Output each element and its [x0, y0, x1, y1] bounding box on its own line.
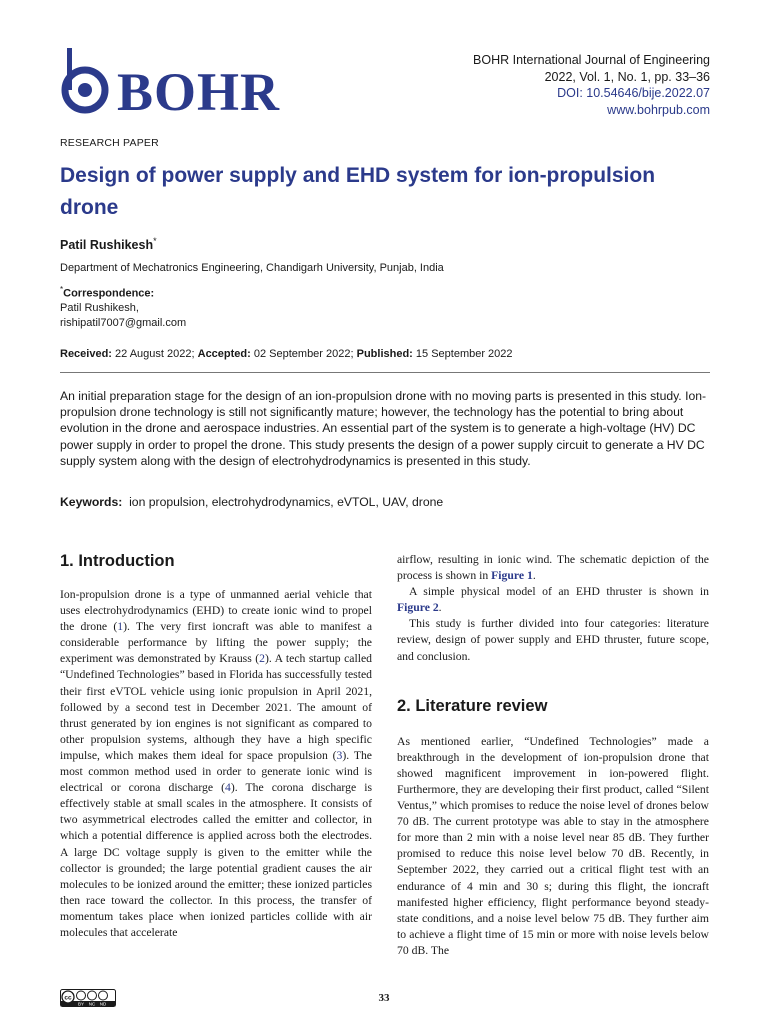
fig2-text: A simple physical model of an EHD thruster is shown in [409, 585, 709, 599]
author-name [60, 236, 157, 252]
published-date: 15 September 2022 [412, 348, 513, 360]
cc-text: cc [64, 994, 72, 1002]
correspondence-label: Correspondence: [63, 287, 155, 300]
author-mark: * [153, 236, 157, 246]
correspondence-name: Patil Rushikesh, [60, 302, 139, 315]
received-date: 22 August 2022; [111, 348, 198, 360]
section-heading-literature-review: 2. Literature review [397, 696, 548, 715]
keywords-list: ion propulsion, electrohydrodynamics, eVTOL, UAV, drone [129, 495, 444, 509]
received-label: Received: [60, 348, 112, 360]
intro-text-1: Ion-propulsion drone is a type of unmanned aerial vehicle that uses electrohydrodynamics (EHD) to create ionic wind to propel the drone ( [60, 588, 372, 634]
author-name-text: Patil Rushikesh [60, 238, 154, 253]
nc-text: NC [88, 1001, 96, 1007]
right-column [397, 552, 709, 959]
header-divider [60, 372, 710, 373]
figure-2-paragraph [397, 584, 709, 616]
keywords [60, 495, 710, 509]
intro-continued-paragraph [397, 552, 709, 584]
journal-name: BOHR International Journal of Engineering [473, 53, 710, 67]
affiliation: Department of Mechatronics Engineering, Chandigarh University, Punjab, India [60, 262, 444, 274]
accepted-label: Accepted: [197, 348, 251, 360]
brand-name: BOHR [117, 62, 281, 122]
intro-text-5: ). The corona discharge is effectively stable at small scales in the atmosphere. It consists of two asymmetrical electrodes called the emitter and collector, in which a potential difference is applied across both the electrodes. A large DC voltage supply is given to the emitter while the collector is grounded; the large potential gradient causes the air molecules to be ionized around the emitter; these ionized particles then race toward the collector. In this process, the transfer of momentum takes place when ionized particles collide with air molecules that accelerate [60, 781, 372, 939]
structure-paragraph: This study is further divided into four categories: literature review, design of power supply and EHD thruster, future scope, and conclusion. [397, 617, 709, 663]
left-column [60, 552, 372, 941]
citation-link-3[interactable]: 3 [336, 748, 343, 762]
figure-2-link[interactable]: Figure 2 [397, 601, 439, 615]
journal-info [473, 52, 710, 118]
published-label: Published: [356, 348, 413, 360]
journal-citation: 2022, Vol. 1, No. 1, pp. 33–36 [544, 69, 710, 84]
citation-link-4[interactable]: 4 [225, 781, 231, 795]
intro-text-2: ). The very first ioncraft was able to manifest a considerable performance by lifting the power supply; the experiment was demonstrated by Krauss ( [60, 620, 373, 666]
paper-title: Design of power supply and EHD system for ion-propulsion drone [60, 164, 656, 219]
accepted-date: 02 September 2022; [250, 348, 357, 360]
abstract: An initial preparation stage for the design of an ion-propulsion drone with no moving parts is presented in this study. Ion-propulsion drone technology is still not significantly mature; however, the technology has the potential to bring about evolution in the drone and aerospace industries. An essential part of the system is to generate a high-voltage (HV) DC power supply in order to propel the drone. This study presents the design of a power supply circuit to generate a HV DC supply system along with the design of electrohydrodynamics is presented in this study. [60, 389, 707, 468]
keywords-label: Keywords: [60, 495, 123, 509]
intro-text-4: ). The most common method used in order to generate ionic wind is electrical or corona discharge ( [60, 748, 372, 795]
citation-link-2[interactable]: 2 [259, 652, 265, 666]
intro-text-3: ). A tech startup called “Undefined Technologies” based in Florida has successfully tested their first eVTOL vehicle using ionic propulsion in April 2021, followed by a second test in December 2021. The amount of thrust generated by ion engines is not significant as compared to other propulsion systems, although they have a high specific impulse, which makes them ideal for space propulsion ( [60, 652, 373, 762]
correspondence-email[interactable]: rishipatil7007@gmail.com [60, 316, 187, 329]
paper-type: RESEARCH PAPER [60, 137, 159, 149]
fig2-end: . [438, 601, 442, 615]
correspondence-mark: * [60, 285, 64, 294]
website-link[interactable]: www.bohrpub.com [607, 102, 710, 117]
page-number: 33 [378, 992, 390, 1004]
intro-cont-text: airflow, resulting in ionic wind. The schematic depiction of the process is shown in [397, 553, 709, 583]
bohr-logo-icon [57, 44, 113, 116]
intro-cont-end: . [532, 569, 536, 583]
publication-dates [60, 348, 513, 360]
figure-1-link[interactable]: Figure 1 [491, 569, 533, 583]
correspondence [60, 283, 186, 330]
intro-paragraph [60, 587, 372, 941]
by-text: BY [77, 1001, 85, 1007]
doi-link[interactable]: DOI: 10.54646/bije.2022.07 [557, 86, 710, 100]
literature-paragraph: As mentioned earlier, “Undefined Technologies” made a breakthrough in the development of ion-propulsion drone that showed magnificent improvement in ion-powered flight. Furthermore, they are developing their first product, called “Silent Ventus,” which promises to reduce the noise level of drones below 70 dB. The current prototype was able to stay in the atmosphere for more than 2 min with a noise level near 85 dB. They further promised to reduce this noise level below 70 dB. Recently, in September 2022, they carried out a critical flight test with an endurance of 4 min and 30 s; during this flight, the ioncraft manifested higher efficiency, flight performance beyond steady-state conditions, and a noise level below 75 dB. They further aim to achieve a flight time of 15 min or more with noise levels below 70 dB. The [397, 734, 709, 957]
citation-link-1[interactable]: 1 [117, 620, 124, 634]
nd-text: ND [99, 1001, 107, 1007]
section-heading-introduction: 1. Introduction [60, 552, 175, 570]
